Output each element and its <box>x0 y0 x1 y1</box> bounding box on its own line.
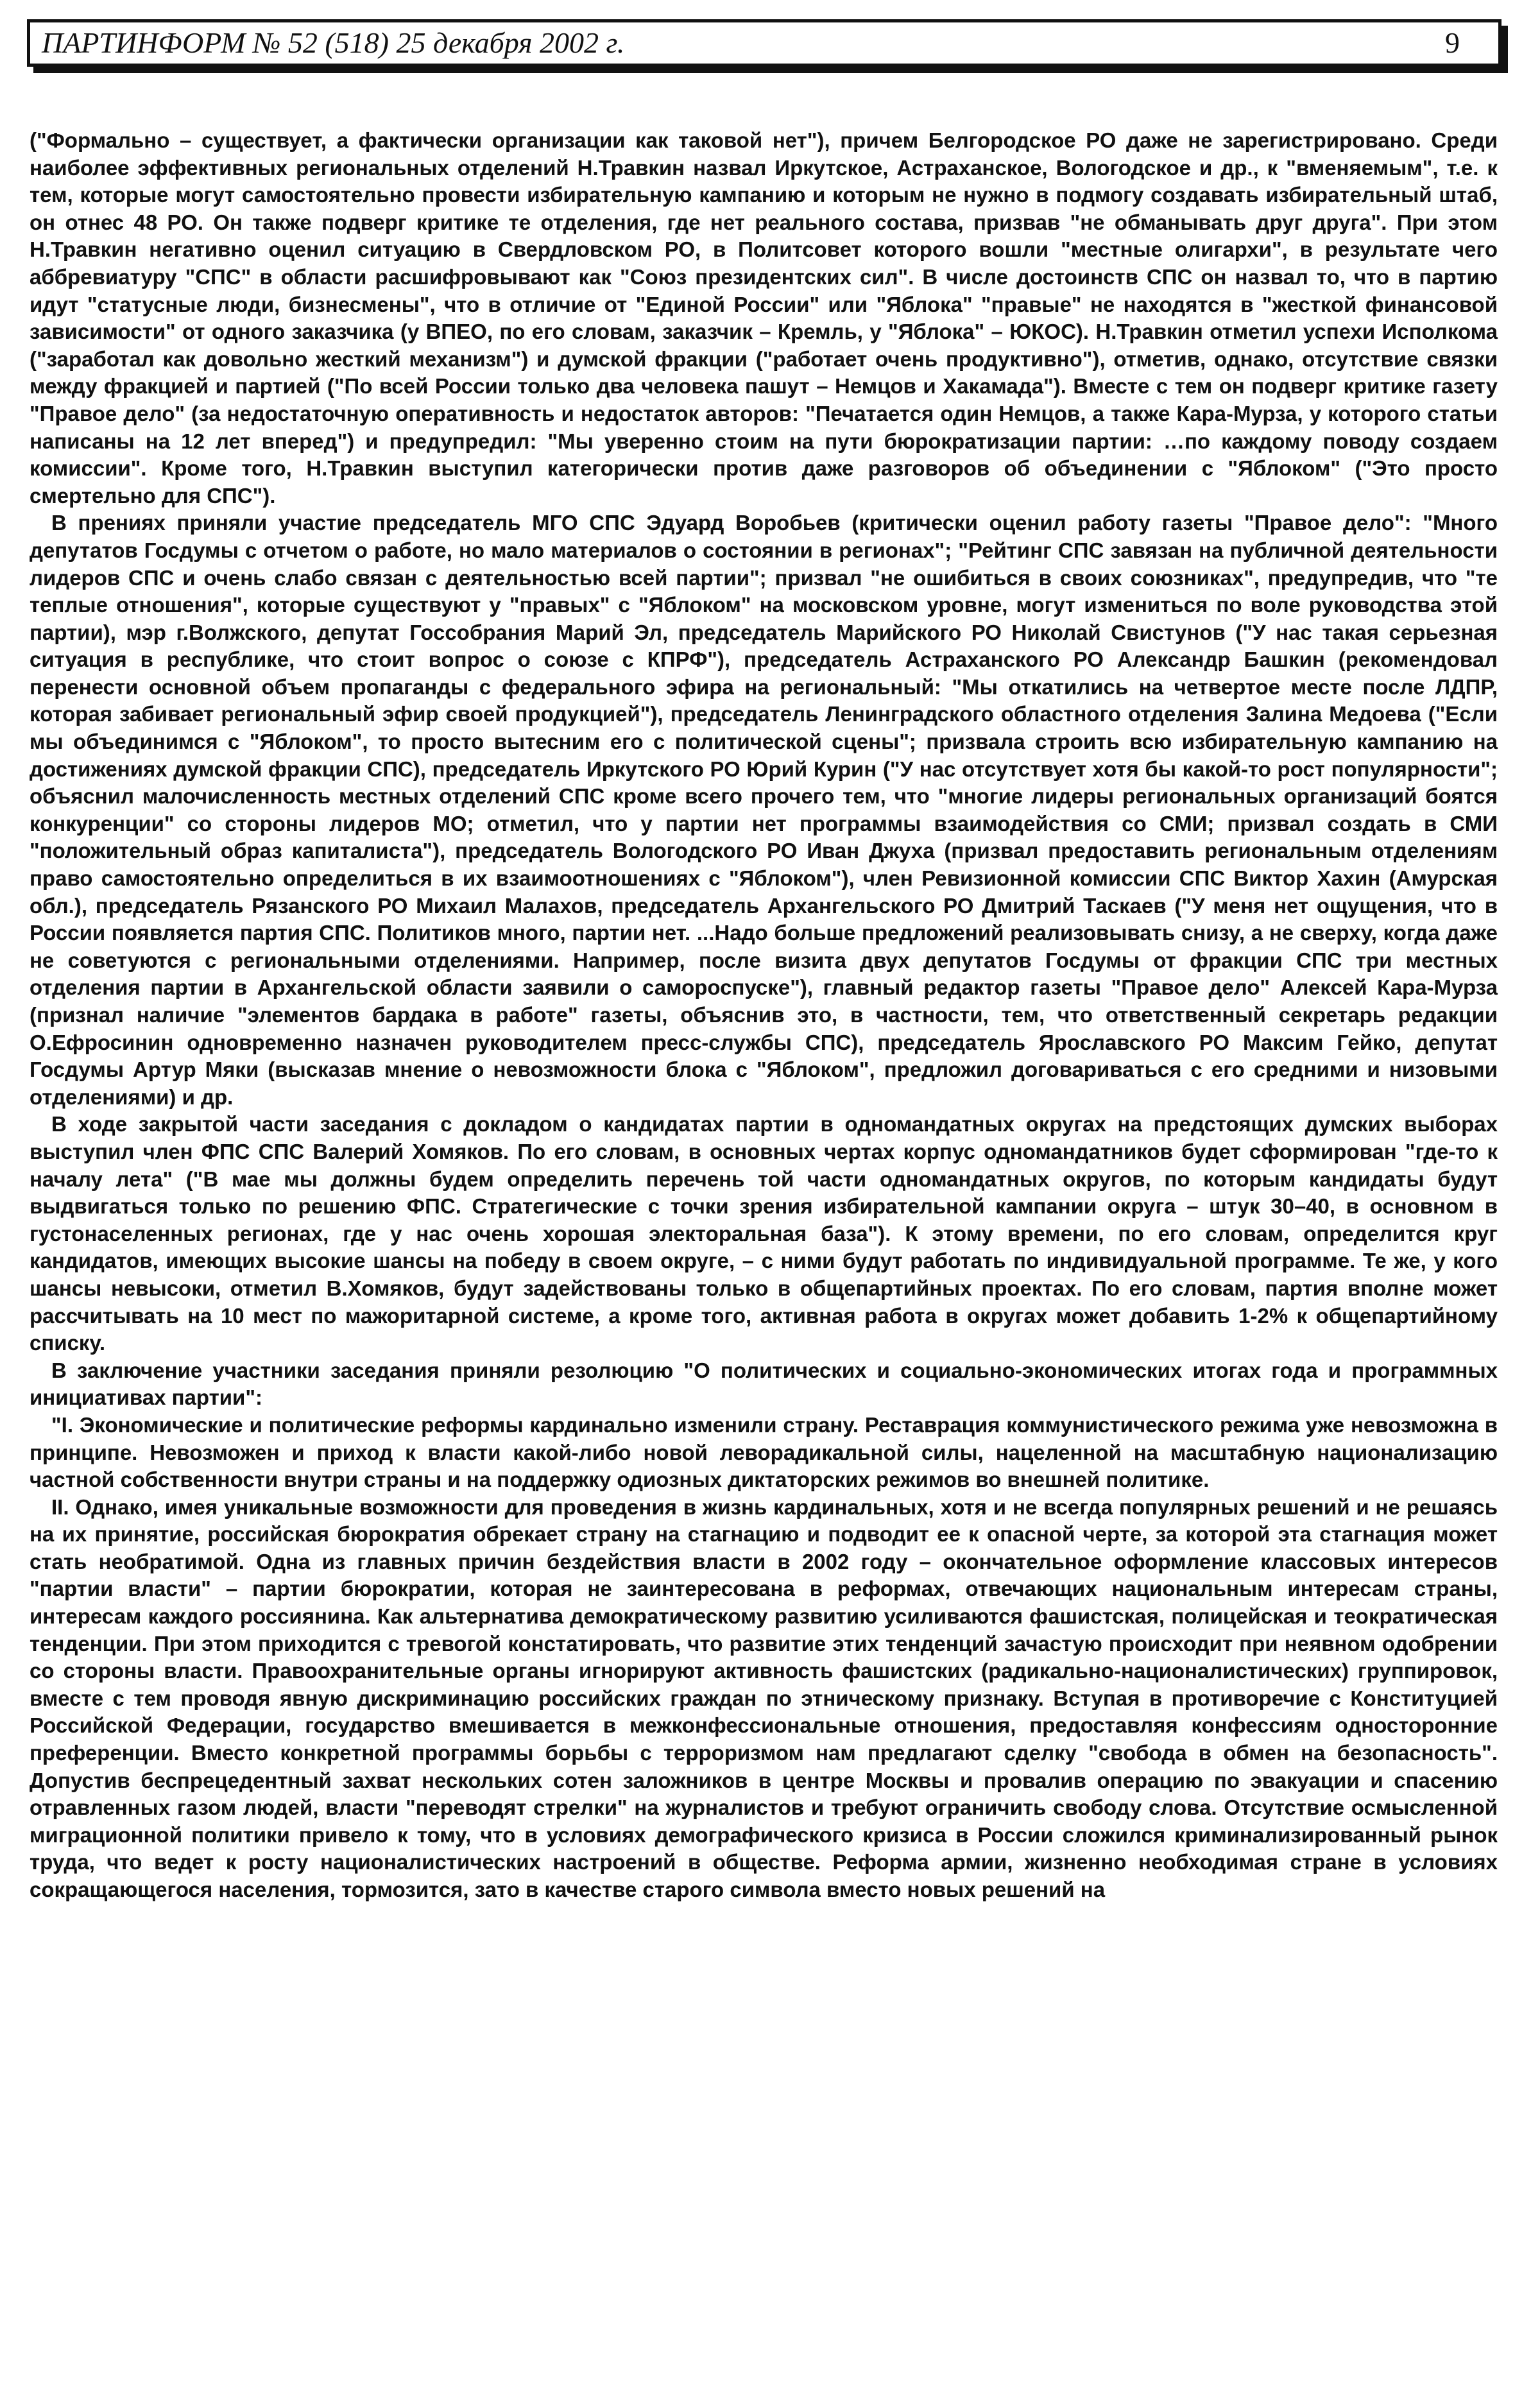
paragraph-resolution-ii: II. Однако, имея уникальные возможности для проведения в жизнь кардинальных, хотя и не всегда популярных решений и не решаясь на их принятие, российская бюрократия обрекает страну на стагнацию и подводит ее к опасной черте, за которой эта стагнация может стать необратимой. Одна из главных причин бездействия власти в 2002 году – окончательное оформление классовых интересов "партии власти" – партии бюрократии, которая не заинтересована в реформах, отвечающих национальным интересам страны, интересам каждого россиянина. Как альтернатива демократическому развитию усиливаются фашистская, полицейская и теократическая тенденции. При этом приходится с тревогой констатировать, что развитие этих тенденций зачастую происходит при неявном одобрении со стороны власти. Правоохранительные органы игнорируют активность фашистских (радикально-националистических) группировок, вместе с тем проводя явную дискриминацию российских граждан по этническому признаку. Вступая в противоречие с Конституцией Российской Федерации, государство вмешивается в межконфессиональные отношения, предоставляя конфессиям односторонние преференции. Вместо конкретной программы борьбы с терроризмом нам предлагают сделку "свобода в обмен на безопасность". Допустив беспрецедентный захват нескольких сотен заложников в центре Москвы и провалив операцию по эвакуации и спасению отравленных газом людей, власти "переводят стрелки" на журналистов и требуют ограничить свободу слова. Отсутствие осмысленной миграционной политики привело к тому, что в условиях демографического кризиса в России сложился криминализированный рынок труда, что ведет к росту националистических настроений в обществе. Реформа армии, жизненно необходимая стране в условиях сокращающегося населения, тормозится, зато в качестве старого символа вместо новых решений на <box>30 1495 1498 1901</box>
page-header <box>27 19 1502 67</box>
article-body <box>30 127 1498 1904</box>
paragraph-debates: В прениях приняли участие председатель МГО СПС Эдуард Воробьев (критически оценил работу газеты "Правое дело": "Много депутатов Госдумы с отчетом о работе, но мало материалов о состоянии в регионах"; "Рейтинг СПС завязан на публичной деятельности лидеров СПС и очень слабо связан с деятельностью всей партии"; призвал "не ошибиться в своих союзниках", предупредив, что "те теплые отношения", которые существуют у "правых" с "Яблоком" на московском уровне, могут измениться по воле руководства этой партии), мэр г.Волжского, депутат Госсобрания Марий Эл, председатель Марийского РО Николай Свистунов ("У нас такая серьезная ситуация в республике, что стоит вопрос о союзе с КПРФ"), председатель Астраханского РО Александр Башкин (рекомендовал перенести основной объем пропаганды с федерального эфира на региональный: "Мы откатились на четвертое месте после ЛДПР, которая забивает региональный эфир своей продукцией"), председатель Ленинградского областного отделения Залина Медоева ("Если мы объединимся с "Яблоком", то просто вытесним его с политической сцены"; призвала строить всю избирательную кампанию на достижениях думской фракции СПС), председатель Иркутского РО Юрий Курин ("У нас отсутствует хотя бы какой-то рост популярности"; объяснил малочисленность местных отделений СПС кроме всего прочего тем, что "многие лидеры региональных организаций боятся конкуренции" со стороны лидеров МО; отметил, что у партии нет программы взаимодействия со СМИ; призвал создать в СМИ "положительный образ капиталиста"), председатель Вологодского РО Иван Джуха (призвал предоставить региональным отделениям право самостоятельно определиться в их взаимоотношениях с "Яблоком"), член Ревизионной комиссии СПС Виктор Хахин (Амурская обл.), председатель Рязанского РО Михаил Малахов, председатель Архангельского РО Дмитрий Таскаев ("У меня нет ощущения, что в России появляется партия СПС. Политиков много, партии нет. ...Надо больше предложений реализовывать снизу, а не сверху, когда даже не советуются с региональными отделениями. Например, после визита двух депутатов Госдумы от фракции СПС три местных отделения партии в Архангельской области заявили о самороспуске"), главный редактор газеты "Правое дело" Алексей Кара-Мурза (признал наличие "элементов бардака в работе" газеты, объяснив это, в частности, тем, что ответственный секретарь редакции О.Ефросинин одновременно назначен руководителем пресс-службы СПС), председатель Ярославского РО Максим Гейко, депутат Госдумы Артур Мяки (высказав мнение о невозможности блока с "Яблоком", предложил договариваться с его средними и низовыми отделениями) и др. <box>30 511 1498 1109</box>
paragraph-resolution-i: "I. Экономические и политические реформы кардинально изменили страну. Реставрация коммунистического режима уже невозможна в принципе. Невозможен и приход к власти какой-либо новой леворадикальной силы, нацеленной на масштабную национализацию частной собственности внутри страны и на поддержку одиозных диктаторских режимов во внешней политике. <box>30 1412 1498 1492</box>
paragraph-resolution-intro: В заключение участники заседания приняли резолюцию "О политических и социально-экономических итогах года и программных инициативах партии": <box>30 1358 1498 1410</box>
paragraph-continuation: ("Формально – существует, а фактически организации как таковой нет"), причем Белгородское РО даже не зарегистрировано. Среди наиболее эффективных региональных отделений Н.Травкин назвал Иркутское, Астраханское, Вологодское и др., к "вменяемым", т.е. к тем, которые могут самостоятельно провести избирательную кампанию и которым не нужно в подмогу создавать избирательный штаб, он отнес 48 РО. Он также подверг критике те отделения, где нет реального состава, призвав "не обманывать друг друга". При этом Н.Травкин негативно оценил ситуацию в Свердловском РО, в Политсовет которого вошли "местные олигархи", в результате чего аббревиатуру "СПС" в области расшифровывают как "Союз президентских сил". В числе достоинств СПС он назвал то, что в партию идут "статусные люди, бизнесмены", что в отличие от "Единой России" или "Яблока" "правые" не находятся в "жесткой финансовой зависимости" от одного заказчика (у ВПЕО, по его словам, заказчик – Кремль, у "Яблока" – ЮКОС). Н.Травкин отметил успехи Исполкома ("заработал как довольно жесткий механизм") и думской фракции ("работает очень продуктивно"), отметив, однако, отсутствие связки между фракцией и партией ("По всей России только два человека пашут – Немцов и Хакамада"). Вместе с тем он подверг критике газету "Правое дело" (за недостаточную оперативность и недостаток авторов: "Печатается один Немцов, а также Кара-Мурза, у которого статьи написаны на 12 лет вперед") и предупредил: "Мы уверенно стоим на пути бюрократизации партии: …по каждому поводу создаем комиссии". Кроме того, Н.Травкин выступил категорически против даже разговоров об объединении с "Яблоком" ("Это просто смертельно для СПС"). <box>30 128 1498 508</box>
publication-title: ПАРТИНФОРМ № 52 (518) 25 декабря 2002 г. <box>42 26 625 59</box>
page-number: 9 <box>1445 26 1460 59</box>
paragraph-single-mandate: В ходе закрытой части заседания с докладом о кандидатах партии в одномандатных округах на предстоящих думских выборах выступил член ФПС СПС Валерий Хомяков. По его словам, в основных чертах корпус одномандатников будет сформирован "где-то к началу лета" ("В мае мы должны будем определить перечень той части одномандатных округов, по которым кандидаты будут выдвигаться только по решению ФПС. Стратегические с точки зрения избирательной кампании округа – штук 30–40, в основном в густонаселенных регионах, где у нас очень хорошая электоральная база"). К этому времени, по его словам, определится круг кандидатов, имеющих высокие шансы на победу в своем округе, – с ними будут работать по индивидуальной программе. Те же, у кого шансы невысоки, отметил В.Хомяков, будут задействованы только в общепартийных проектах. По его словам, партия вполне может рассчитывать на 10 мест по мажоритарной системе, а кроме того, активная работа в округах может добавить 1-2% к общепартийному списку. <box>30 1112 1498 1355</box>
